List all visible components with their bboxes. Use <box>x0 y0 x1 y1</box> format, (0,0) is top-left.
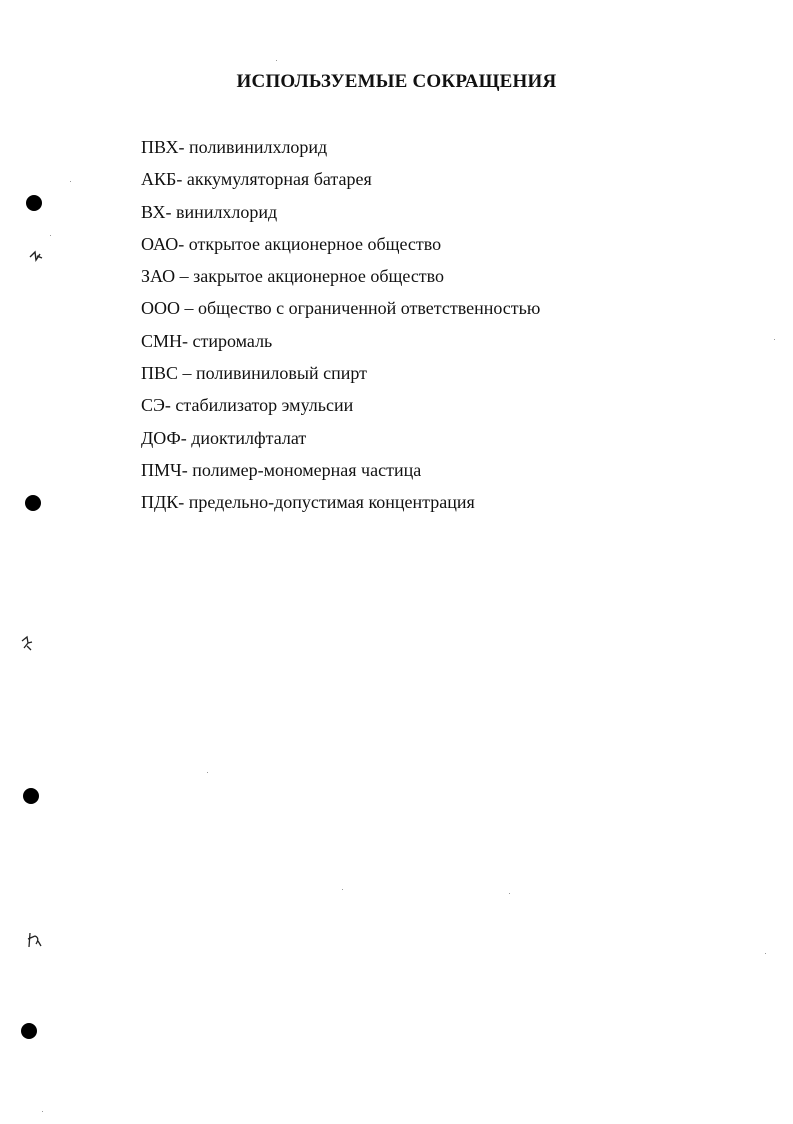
scan-dust <box>50 235 51 236</box>
abbreviation-item: СЭ- стабилизатор эмульсии <box>141 395 354 416</box>
punch-hole-icon <box>23 788 39 804</box>
abbreviation-item: ПДК- предельно-допустимая концентрация <box>141 492 475 513</box>
punch-hole-icon <box>26 195 42 211</box>
abbreviation-item: ДОФ- диоктилфталат <box>141 427 307 448</box>
abbreviation-item: ОАО- открытое акционерное общество <box>141 233 442 254</box>
scan-dust <box>276 60 277 61</box>
punch-hole-icon <box>25 495 41 511</box>
scan-dust <box>42 1111 43 1112</box>
scan-dust <box>207 772 208 773</box>
margin-mark-icon <box>19 634 35 656</box>
scan-dust <box>774 339 775 340</box>
margin-mark-icon <box>26 930 44 954</box>
scan-dust <box>70 181 71 182</box>
scan-dust <box>765 953 766 954</box>
abbreviation-item: ПВС – поливиниловый спирт <box>141 363 368 384</box>
abbreviation-item: ВХ- винилхлорид <box>141 201 278 222</box>
scan-dust <box>342 889 343 890</box>
scan-dust <box>509 893 510 894</box>
abbreviation-list <box>141 134 540 522</box>
abbreviation-item: АКБ- аккумуляторная батарея <box>141 169 372 190</box>
punch-hole-icon <box>21 1023 37 1039</box>
abbreviation-item: ПВХ- поливинилхлорид <box>141 137 328 157</box>
abbreviation-item: ООО – общество с ограниченной ответственностью <box>141 298 541 319</box>
abbreviation-item: ЗАО – закрытое акционерное общество <box>141 266 445 287</box>
abbreviation-item: ПМЧ- полимер-мономерная частица <box>141 459 422 480</box>
abbreviation-item: СМН- стиромаль <box>141 330 273 351</box>
page-title: ИСПОЛЬЗУЕМЫЕ СОКРАЩЕНИЯ <box>236 71 557 92</box>
margin-mark-icon <box>28 248 44 268</box>
